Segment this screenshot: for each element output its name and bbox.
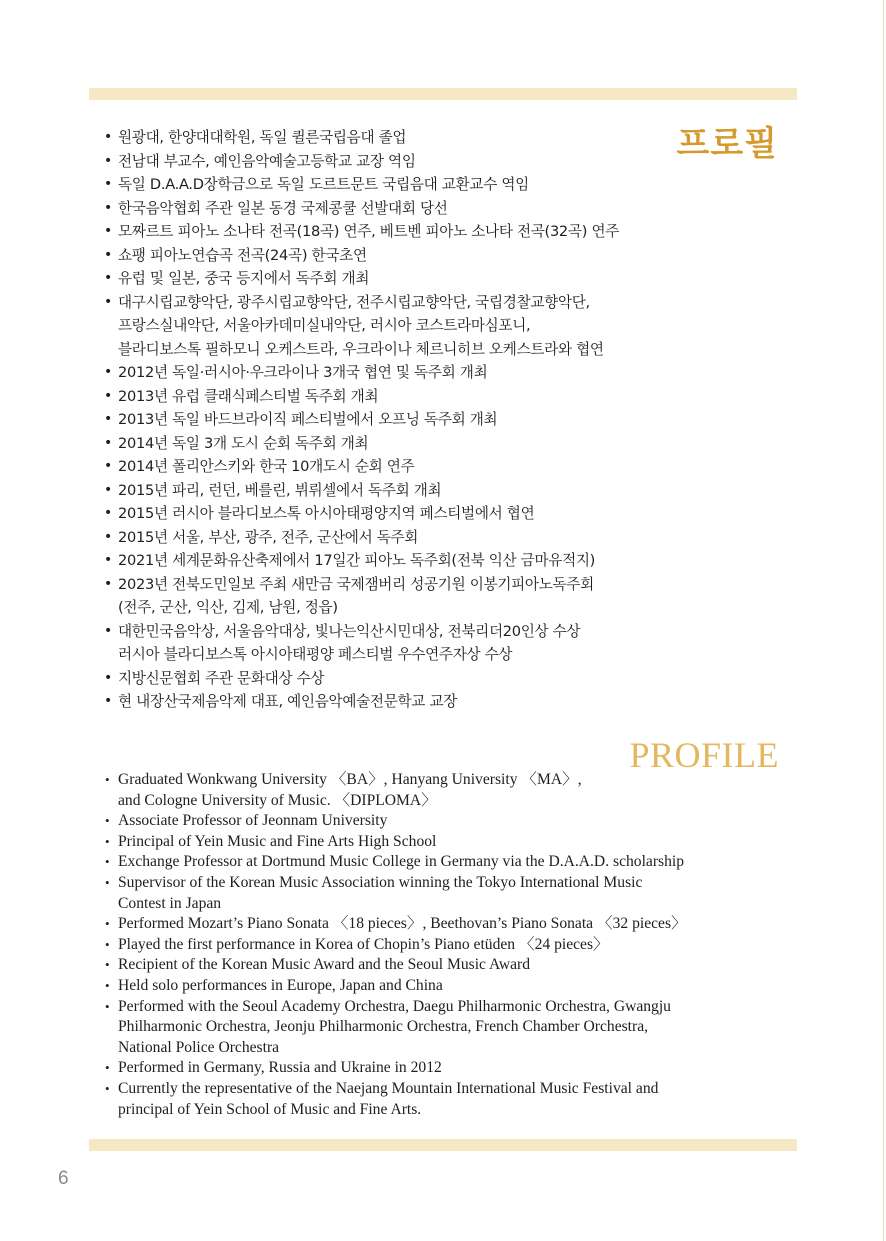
korean-list-item-line: 프랑스실내악단, 서울아카데미실내악단, 러시아 코스트라마심포니, xyxy=(118,317,531,334)
korean-list-item xyxy=(104,385,744,409)
korean-list-item xyxy=(104,244,744,268)
english-list-item xyxy=(105,997,795,1059)
korean-list-item xyxy=(104,573,744,620)
korean-list-item-line: • 유럽 및 일본, 중국 등지에서 독주회 개최 xyxy=(118,270,370,287)
korean-list-item xyxy=(104,526,744,550)
korean-list-item-line: 블라디보스톡 필하모니 오케스트라, 우크라이나 체르니히브 오케스트라와 협연 xyxy=(118,340,604,358)
korean-list-item xyxy=(104,667,744,691)
korean-list-item xyxy=(104,291,744,362)
korean-list-item-line: • 2013년 독일 바드브라이직 페스티벌에서 오프닝 독주회 개최 xyxy=(118,411,498,428)
korean-list-item-line: • 독일 D.A.A.D장학금으로 독일 도르트문트 국립음대 교환교수 역임 xyxy=(118,176,529,193)
korean-list-item xyxy=(104,150,744,174)
english-list-item xyxy=(105,832,795,853)
page-number: 6 xyxy=(58,1168,69,1189)
korean-list-item-line: • 2023년 전북도민일보 주최 새만금 국제잼버리 성공기원 이봉기피아노독주회 xyxy=(118,575,594,593)
korean-list-item-line: • 2014년 독일 3개 도시 순회 독주회 개최 xyxy=(118,434,369,452)
korean-list-item xyxy=(104,549,744,573)
english-list-item-line: • Supervisor of the Korean Music Association winning the Tokyo International Music xyxy=(118,873,643,891)
korean-list-item-line: • 쇼팽 피아노연습곡 전곡(24곡) 한국초연 xyxy=(118,246,367,264)
korean-list-item xyxy=(104,361,744,385)
english-list-item xyxy=(105,1058,795,1079)
korean-profile-list xyxy=(104,126,744,714)
korean-list-item xyxy=(104,432,744,456)
korean-list-item xyxy=(104,197,744,221)
english-list-item xyxy=(105,873,795,914)
english-list-item xyxy=(105,770,795,811)
korean-list-item-line: • 2013년 유럽 클래식페스티벌 독주회 개최 xyxy=(118,387,379,405)
korean-list-item xyxy=(104,502,744,526)
korean-profile-title: 프로필 xyxy=(676,124,778,164)
english-list-item xyxy=(105,935,795,956)
korean-list-item xyxy=(104,126,744,150)
korean-list-item-line: • 전남대 부교수, 예인음악예술고등학교 교장 역임 xyxy=(118,152,416,170)
english-list-item-line: • Principal of Yein Music and Fine Arts High School xyxy=(118,832,437,850)
english-list-item-line: • Recipient of the Korean Music Award and the Seoul Music Award xyxy=(118,956,531,974)
english-list-item-line: • Performed in Germany, Russia and Ukraine in 2012 xyxy=(118,1059,442,1077)
english-profile-list xyxy=(105,770,795,1120)
english-list-item-line: principal of Yein School of Music and Fine Arts. xyxy=(118,1100,422,1118)
korean-list-item-line: • 현 내장산국제음악제 대표, 예인음악예술전문학교 교장 xyxy=(118,693,458,710)
korean-list-item xyxy=(104,620,744,667)
korean-list-item xyxy=(104,408,744,432)
english-list-item-line: • Currently the representative of the Naejang Mountain International Music Festival and xyxy=(118,1079,659,1097)
korean-list-item xyxy=(104,455,744,479)
korean-list-item-line: • 대한민국음악상, 서울음악대상, 빛나는익산시민대상, 전북리더20인상 수상 xyxy=(118,622,581,640)
bottom-decorative-band xyxy=(89,1139,797,1151)
english-list-item xyxy=(105,955,795,976)
korean-list-item-line: • 2015년 서울, 부산, 광주, 전주, 군산에서 독주회 xyxy=(118,528,419,546)
english-list-item-line: • Played the first performance in Korea of Chopin’s Piano etüden 〈24 pieces〉 xyxy=(118,935,609,953)
english-list-item-line: Contest in Japan xyxy=(118,894,222,912)
korean-list-item-line: • 2021년 세계문화유산축제에서 17일간 피아노 독주회(전북 익산 금마유적지) xyxy=(118,552,596,569)
english-list-item-line: Philharmonic Orchestra, Jeonju Philharmonic Orchestra, French Chamber Orchestra, xyxy=(118,1018,649,1036)
korean-list-item xyxy=(104,690,744,714)
english-profile-title: PROFILE xyxy=(629,735,779,775)
korean-list-item-line: • 원광대, 한양대대학원, 독일 퀼른국립음대 졸업 xyxy=(118,129,407,146)
english-list-item-line: • Performed with the Seoul Academy Orchestra, Daegu Philharmonic Orchestra, Gwangju xyxy=(118,997,671,1015)
english-list-item-line: • Held solo performances in Europe, Japan and China xyxy=(118,976,443,994)
korean-list-item-line: • 2015년 러시아 블라디보스톡 아시아태평양지역 페스티벌에서 협연 xyxy=(118,505,535,522)
english-list-item-line: • Performed Mozart’s Piano Sonata 〈18 pieces〉, Beethovan’s Piano Sonata 〈32 pieces〉 xyxy=(118,915,687,933)
top-decorative-band xyxy=(89,88,797,100)
english-list-item xyxy=(105,852,795,873)
english-list-item-line: and Cologne University of Music. 〈DIPLOMA〉 xyxy=(118,791,437,809)
english-list-item-line: • Graduated Wonkwang University 〈BA〉, Hanyang University 〈MA〉, xyxy=(118,771,582,788)
english-list-item xyxy=(105,976,795,997)
page-edge-line xyxy=(883,0,884,1241)
korean-list-item-line: • 지방신문협회 주관 문화대상 수상 xyxy=(118,669,325,687)
korean-list-item-line: • 대구시립교향악단, 광주시립교향악단, 전주시립교향악단, 국립경찰교향악단, xyxy=(118,293,590,311)
korean-list-item-line: 러시아 블라디보스톡 아시아태평양 페스티벌 우수연주자상 수상 xyxy=(118,646,513,663)
english-list-item-line: • Associate Professor of Jeonnam University xyxy=(118,812,388,830)
korean-list-item-line: • 한국음악협회 주관 일본 동경 국제콩쿨 선발대회 당선 xyxy=(118,199,448,217)
korean-list-item-line: • 2012년 독일·러시아·우크라이나 3개국 협연 및 독주회 개최 xyxy=(118,364,488,381)
korean-list-item xyxy=(104,220,744,244)
english-list-item xyxy=(105,914,795,935)
korean-list-item xyxy=(104,479,744,503)
korean-list-item-line: • 2015년 파리, 런던, 베를린, 뷔뤼셀에서 독주회 개최 xyxy=(118,481,442,499)
korean-list-item-line: (전주, 군산, 익산, 김제, 남원, 정읍) xyxy=(118,599,338,616)
english-list-item-line: National Police Orchestra xyxy=(118,1038,280,1056)
korean-list-item xyxy=(104,267,744,291)
korean-list-item-line: • 2014년 폴리안스키와 한국 10개도시 순회 연주 xyxy=(118,458,415,475)
korean-list-item-line: • 모짜르트 피아노 소나타 전곡(18곡) 연주, 베트벤 피아노 소나타 전곡(32곡) 연주 xyxy=(118,223,620,240)
english-list-item-line: • Exchange Professor at Dortmund Music College in Germany via the D.A.A.D. scholarship xyxy=(118,853,685,871)
english-list-item xyxy=(105,1079,795,1120)
english-list-item xyxy=(105,811,795,832)
korean-list-item xyxy=(104,173,744,197)
